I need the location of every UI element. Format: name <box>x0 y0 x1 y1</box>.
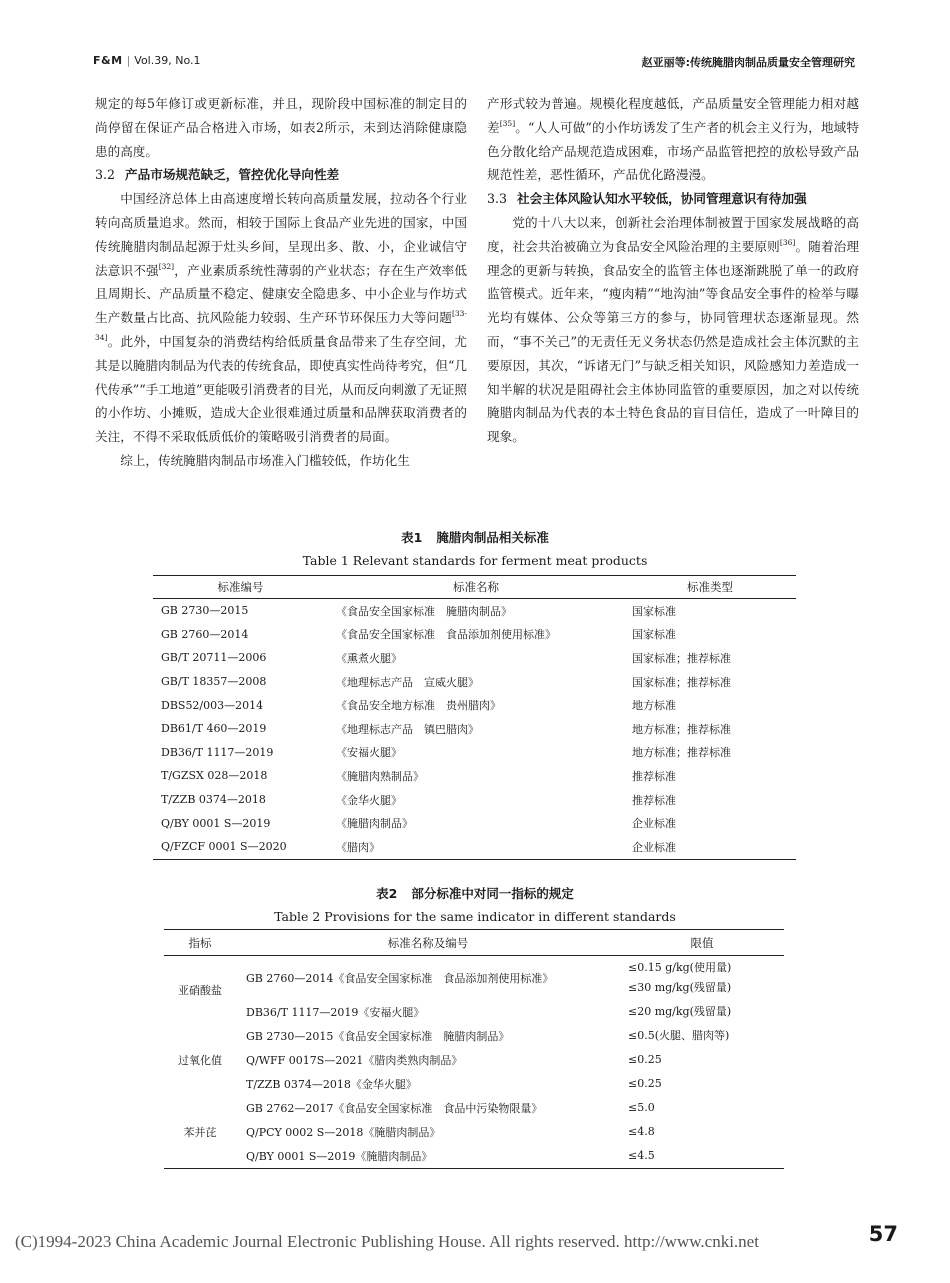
right-column <box>487 92 859 449</box>
citation: [36] <box>779 237 796 247</box>
table-cell: T/GZSX 028—2018 <box>161 769 268 783</box>
running-title: 赵亚丽等:传统腌腊肉制品质量安全管理研究 <box>641 56 855 69</box>
table2 <box>164 929 784 1169</box>
table-cell: 地方标准 <box>632 699 676 713</box>
column-header: 标准名称及编号 <box>236 930 620 956</box>
table-cell: GB 2760—2014 <box>161 627 249 641</box>
table-row <box>153 717 796 741</box>
table2-label: 表2 <box>376 886 398 901</box>
paragraph: 综上，传统腌腊肉制品市场准入门槛较低，作坊化生 <box>120 452 410 468</box>
citation: [33-34] <box>95 309 467 342</box>
section-title: 产品市场规范缺乏，管控优化导向性差 <box>125 167 340 183</box>
indicator-cell: 苯并芘 <box>164 1096 236 1169</box>
table-row <box>153 670 796 694</box>
paragraph-text: 。随着治理理念的更新与转换，食品安全的监管主体也逐渐跳脱了单一的政府监管模式。近年来，“瘦肉精”“地沟油”等食品安全事件的检举与曝光均有媒体、公众等第三方的参与，协同管理状态逐渐显现。然而，“事不关己”的无责任无义务状态仍然是造成社会主体沉默的主要原因，其次，“诉诸无门”与缺乏相关知识，风险感知力差造成一知半解的状况是阻碍社会主体协同监管的重要原因，加之对以传统腌腊肉制品为代表的本土特色食品的盲目信任，造成了一叶障目的现象。 <box>487 238 860 445</box>
column-header: 标准编号 <box>153 576 328 599</box>
journal-brand: F&M <box>93 54 123 67</box>
limit-value: ≤0.15 g/kg(使用量) <box>628 961 732 974</box>
paragraph <box>487 211 859 449</box>
table-cell: GB/T 18357—2008 <box>161 675 267 689</box>
table-cell: 国家标准；推荐标准 <box>632 651 731 665</box>
table1-caption <box>0 528 950 568</box>
journal-volume: Vol.39, No.1 <box>134 54 201 67</box>
table-cell: 国家标准 <box>632 604 676 618</box>
table-cell: DB36/T 1117—2019 <box>161 745 274 759</box>
table-row <box>153 741 796 765</box>
limit-cell: ≤4.5 <box>620 1144 784 1169</box>
standard-cell: GB 2760—2014《食品安全国家标准 食品添加剂使用标准》 <box>246 972 554 985</box>
table-cell: 地方标准；推荐标准 <box>632 722 731 736</box>
standard-cell: Q/WFF 0017S—2021《腊肉类熟肉制品》 <box>246 1054 463 1067</box>
table-row <box>153 623 796 647</box>
table-cell: 国家标准 <box>632 628 676 642</box>
standard-cell: T/ZZB 0374—2018《金华火腿》 <box>246 1078 417 1091</box>
table-header-row <box>164 930 784 956</box>
paragraph-text: ，产业素质系统性薄弱的产业状态；存在生产效率低且周期长、产品质量不稳定、健康安全隐患多、中小企业与作坊式生产数量占比高、抗风险能力较弱、生产环节环保压力大等问题 <box>95 262 468 326</box>
table-row <box>164 1048 784 1072</box>
table-row <box>153 693 796 717</box>
table-row <box>164 1000 784 1024</box>
table-cell: 《腌腊肉制品》 <box>336 817 413 831</box>
paragraph-text: 产形式较为普遍。规模化程度越低，产品质量安全管理能力相对越差 <box>487 96 859 135</box>
header-separator: | <box>126 54 131 67</box>
indicator-cell: 亚硝酸盐 <box>178 984 222 997</box>
standard-cell: GB 2730—2015《食品安全国家标准 腌腊肉制品》 <box>246 1030 510 1043</box>
column-header: 指标 <box>164 930 236 956</box>
table-cell: DBS52/003—2014 <box>161 698 264 712</box>
limit-cell <box>620 956 784 1001</box>
table1-title: 腌腊肉制品相关标准 <box>436 530 549 545</box>
table-row <box>164 1120 784 1144</box>
left-column <box>95 92 467 473</box>
table-cell: Q/FZCF 0001 S—2020 <box>153 835 328 859</box>
limit-cell: ≤5.0 <box>628 1101 655 1114</box>
limit-cell: ≤0.5(火腿、腊肉等) <box>628 1029 730 1042</box>
table-cell: 《地理标志产品 镇巴腊肉》 <box>336 722 479 736</box>
table-cell: 企业标准 <box>624 835 796 859</box>
journal-header <box>93 54 201 67</box>
table1 <box>153 575 796 860</box>
paragraph-text: 。此外，中国复杂的消费结构给低质量食品带来了生存空间，尤其是以腌腊肉制品为代表的传统食品，即使真实性尚待考究，但“几代传承”“手工地道”更能吸引消费者的目光，从而反向刺激了无证照的小作坊、小摊贩，造成大企业很难通过质量和品牌获取消费者的关注，不得不采取低质低价的策略吸引消费者的局面。 <box>95 333 467 445</box>
table-cell: DB61/T 460—2019 <box>161 722 267 736</box>
citation: [35] <box>499 118 516 128</box>
table-row <box>164 1144 784 1169</box>
copyright-footer: (C)1994-2023 China Academic Journal Electronic Publishing House. All rights reserved. http://www.cnki.net <box>15 1232 759 1251</box>
table1-title-en: Table 1 Relevant standards for ferment meat products <box>302 553 648 568</box>
section-title: 社会主体风险认知水平较低，协同管理意识有待加强 <box>517 191 807 207</box>
table2-title-zh <box>0 884 950 902</box>
column-header: 标准类型 <box>624 576 796 599</box>
section-number: 3.3 <box>487 191 508 207</box>
table-row <box>164 1024 784 1048</box>
table-row <box>153 788 796 812</box>
paragraph-text: 。“人人可做”的小作坊诱发了生产者的机会主义行为，地域特色分散化给产品规范造成困难，市场产品监管把控的放松导致产品规范性差，恶性循环，产品优化路漫漫。 <box>487 119 859 183</box>
table-cell: Q/BY 0001 S—2019 <box>161 816 271 830</box>
table-cell: 《金华火腿》 <box>336 793 402 807</box>
section-number: 3.2 <box>95 167 116 183</box>
table-cell: GB 2730—2015 <box>161 604 249 618</box>
citation: [32] <box>158 261 175 271</box>
table2-title: 部分标准中对同一指标的规定 <box>411 886 574 901</box>
paragraph <box>95 187 467 449</box>
table-cell: 国家标准；推荐标准 <box>632 675 731 689</box>
section-heading-3-3 <box>487 187 859 211</box>
table-cell: T/ZZB 0374—2018 <box>161 793 266 807</box>
table-cell: 地方标准；推荐标准 <box>632 746 731 760</box>
limit-value: ≤30 mg/kg(残留量) <box>628 981 732 994</box>
table-cell: 《腌腊肉熟制品》 <box>336 769 424 783</box>
table-row <box>164 1072 784 1096</box>
table-cell: GB/T 20711—2006 <box>161 651 267 665</box>
standard-cell: Q/BY 0001 S—2019《腌腊肉制品》 <box>236 1144 620 1169</box>
table2-caption <box>0 884 950 924</box>
table-row <box>153 646 796 670</box>
table-cell: 《腊肉》 <box>328 835 624 859</box>
paragraph-text: 党的十八大以来，创新社会治理体制被置于国家发展战略的高度，社会共治被确立为食品安全风险治理的主要原则 <box>487 214 859 254</box>
table-row <box>164 956 784 1001</box>
table-cell: 企业标准 <box>632 817 676 831</box>
limit-cell: ≤0.25 <box>628 1053 662 1066</box>
table2-title-en: Table 2 Provisions for the same indicator in different standards <box>274 909 676 924</box>
column-header: 限值 <box>620 930 784 956</box>
table-cell: 《地理标志产品 宣威火腿》 <box>336 675 479 689</box>
standard-cell: GB 2762—2017《食品安全国家标准 食品中污染物限量》 <box>246 1102 543 1115</box>
paragraph-text: 中国经济总体上由高速度增长转向高质量发展，拉动各个行业转向高质量追求。然而，相较于国际上食品产业先进的国家，中国传统腌腊肉制品起源于灶头乡间，呈现出多、散、小，企业诚信守法意识不强 <box>95 191 467 278</box>
table-cell: 《食品安全国家标准 食品添加剂使用标准》 <box>336 628 556 642</box>
indicator-cell: 过氧化值 <box>178 1054 222 1067</box>
standard-cell: Q/PCY 0002 S—2018《腌腊肉制品》 <box>246 1126 441 1139</box>
table1-label: 表1 <box>401 530 423 545</box>
table-cell: 《食品安全地方标准 贵州腊肉》 <box>336 699 501 713</box>
paragraph: 规定的每5年修订或更新标准，并且，现阶段中国标准的制定目的尚停留在保证产品合格进入市场，如表2所示，未到达消除健康隐患的高度。 <box>95 96 467 159</box>
table-cell: 推荐标准 <box>632 793 676 807</box>
table-row <box>153 599 796 623</box>
table-header-row <box>153 576 796 599</box>
paragraph <box>487 92 859 187</box>
limit-cell: ≤4.8 <box>628 1125 655 1138</box>
table-cell: 《安福火腿》 <box>336 746 402 760</box>
table-row <box>153 835 796 859</box>
section-heading-3-2 <box>95 163 467 187</box>
table1-title-zh <box>0 528 950 546</box>
table-cell: 推荐标准 <box>632 769 676 783</box>
limit-cell: ≤20 mg/kg(残留量) <box>628 1005 732 1018</box>
table-cell: 《食品安全国家标准 腌腊肉制品》 <box>336 604 512 618</box>
column-header: 标准名称 <box>328 576 624 599</box>
table-cell: 《熏煮火腿》 <box>336 651 402 665</box>
page-number: 57 <box>868 1222 898 1246</box>
table-row <box>153 764 796 788</box>
limit-cell: ≤0.25 <box>628 1077 662 1090</box>
standard-cell: DB36/T 1117—2019《安福火腿》 <box>246 1006 425 1019</box>
table-row <box>164 1096 784 1120</box>
table-row <box>153 811 796 835</box>
